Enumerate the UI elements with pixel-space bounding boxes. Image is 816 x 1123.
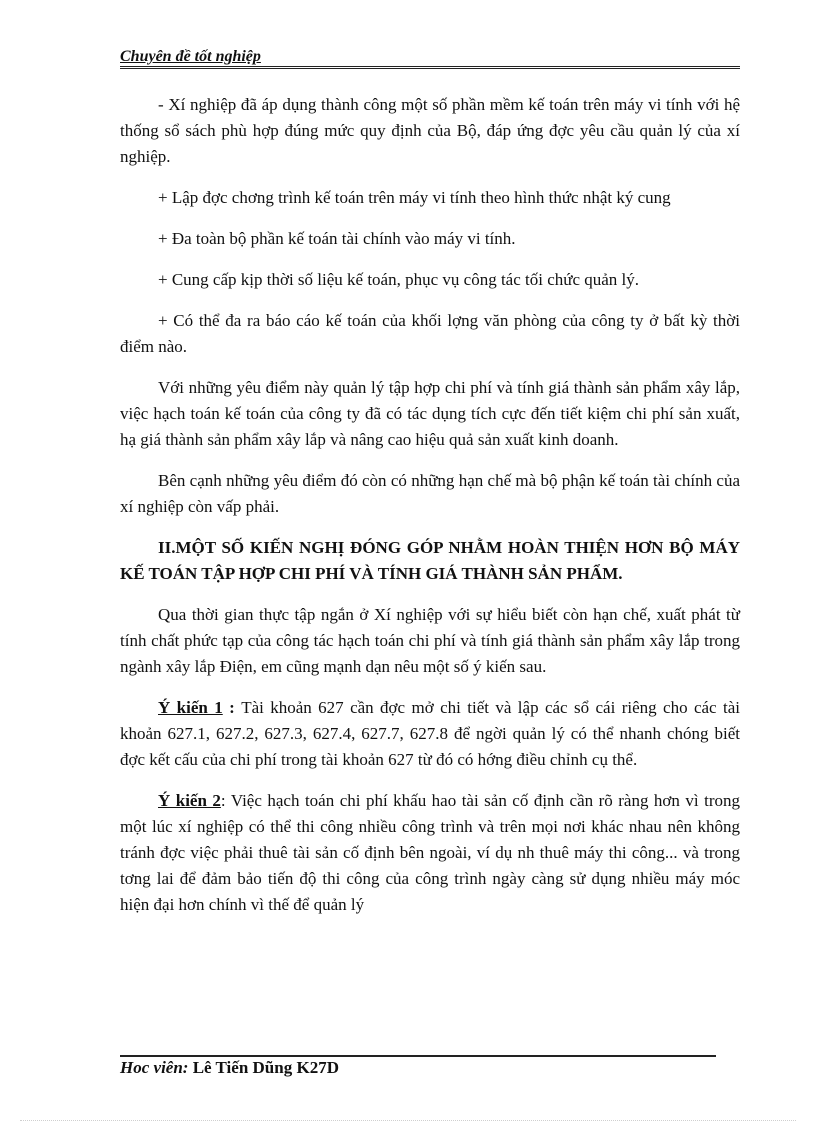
opinion-label: Ý kiến 2	[158, 791, 221, 810]
page-bottom-divider	[20, 1120, 796, 1121]
page-footer	[120, 1058, 740, 1078]
paragraph: + Lập đợc chơng trình kế toán trên máy vi tính theo hình thức nhật ký cung	[158, 188, 671, 207]
header-divider	[120, 66, 740, 69]
paragraph: + Đa toàn bộ phần kế toán tài chính vào máy vi tính.	[158, 229, 516, 248]
document-title: Chuyên đề tốt nghiệp	[120, 48, 261, 65]
paragraph: + Cung cấp kịp thời số liệu kế toán, phục vụ công tác tối chức quản lý.	[158, 270, 640, 289]
paragraph: - Xí nghiệp đã áp dụng thành công một số phần mềm kế toán trên máy vi tính với hệ thống sổ sách phù hợp đúng mức quy định của Bộ, đáp ứng đợc yêu cầu quản lý của xí nghiệp.	[120, 95, 740, 166]
opinion-paragraph	[120, 788, 740, 918]
footer-label: Hoc viên:	[120, 1058, 189, 1077]
document-body	[120, 92, 740, 933]
author-name: Lê Tiến Dũng K27D	[188, 1058, 339, 1077]
paragraph: Bên cạnh những yêu điểm đó còn có những hạn chế mà bộ phận kế toán tài chính của xí nghiệp còn vấp phải.	[120, 471, 740, 516]
paragraph: + Có thể đa ra báo cáo kế toán của khối lợng văn phòng của công ty ở bất kỳ thời điểm nào.	[120, 311, 740, 356]
opinion-text: Việc hạch toán chi phí khấu hao tài sản cố định cần rõ ràng hơn vì trong một lúc xí nghiệp có thể thi công nhiều công trình và trên mọi nơi khác nhau nên không tránh đợc việc phải thuê tài sản cố định bên ngoài, ví dụ nh thuê máy thi công... và trong tơng lai để đảm bảo tiến độ thi công của công trình ngày càng sử dụng nhiều máy móc hiện đại hơn chính vì thế để quản lý	[120, 791, 740, 914]
opinion-paragraph	[120, 695, 740, 773]
opinion-label: Ý kiến 1	[158, 698, 223, 717]
opinion-separator: :	[222, 698, 242, 717]
intro-paragraph: Qua thời gian thực tập ngắn ở Xí nghiệp với sự hiểu biết còn hạn chế, xuất phát từ tính chất phức tạp của công tác hạch toán chi phí và tính giá thành sản phẩm xây lắp trong ngành xây lắp Điện, em cũng mạnh dạn nêu một số ý kiến sau.	[120, 605, 740, 676]
paragraph: Với những yêu điểm này quản lý tập hợp chi phí và tính giá thành sản phẩm xây lắp, việc hạch toán kế toán của công ty đã có tác dụng tích cực đến tiết kiệm chi phí sản xuất, hạ giá thành sản phẩm xây lắp và nâng cao hiệu quả sản xuất kinh doanh.	[120, 378, 740, 449]
section-heading: II.MỘT SỐ KIẾN NGHỊ ĐÓNG GÓP NHẰM HOÀN THIỆN HƠN BỘ MÁY KẾ TOÁN TẬP HỢP CHI PHÍ VÀ TÍNH GIÁ THÀNH SẢN PHẨM.	[120, 538, 740, 583]
footer-divider	[120, 1055, 716, 1057]
opinion-text: Tài khoản 627 cần đợc mở chi tiết và lập các sổ cái riêng cho các tài khoản 627.1, 627.2, 627.3, 627.4, 627.7, 627.8 để ngời quản lý có thể nhanh chóng biết đợc kết cấu của chi phí trong tài khoản 627 từ đó có hớng điều chỉnh cụ thể.	[120, 698, 740, 769]
opinion-separator: :	[220, 791, 231, 810]
